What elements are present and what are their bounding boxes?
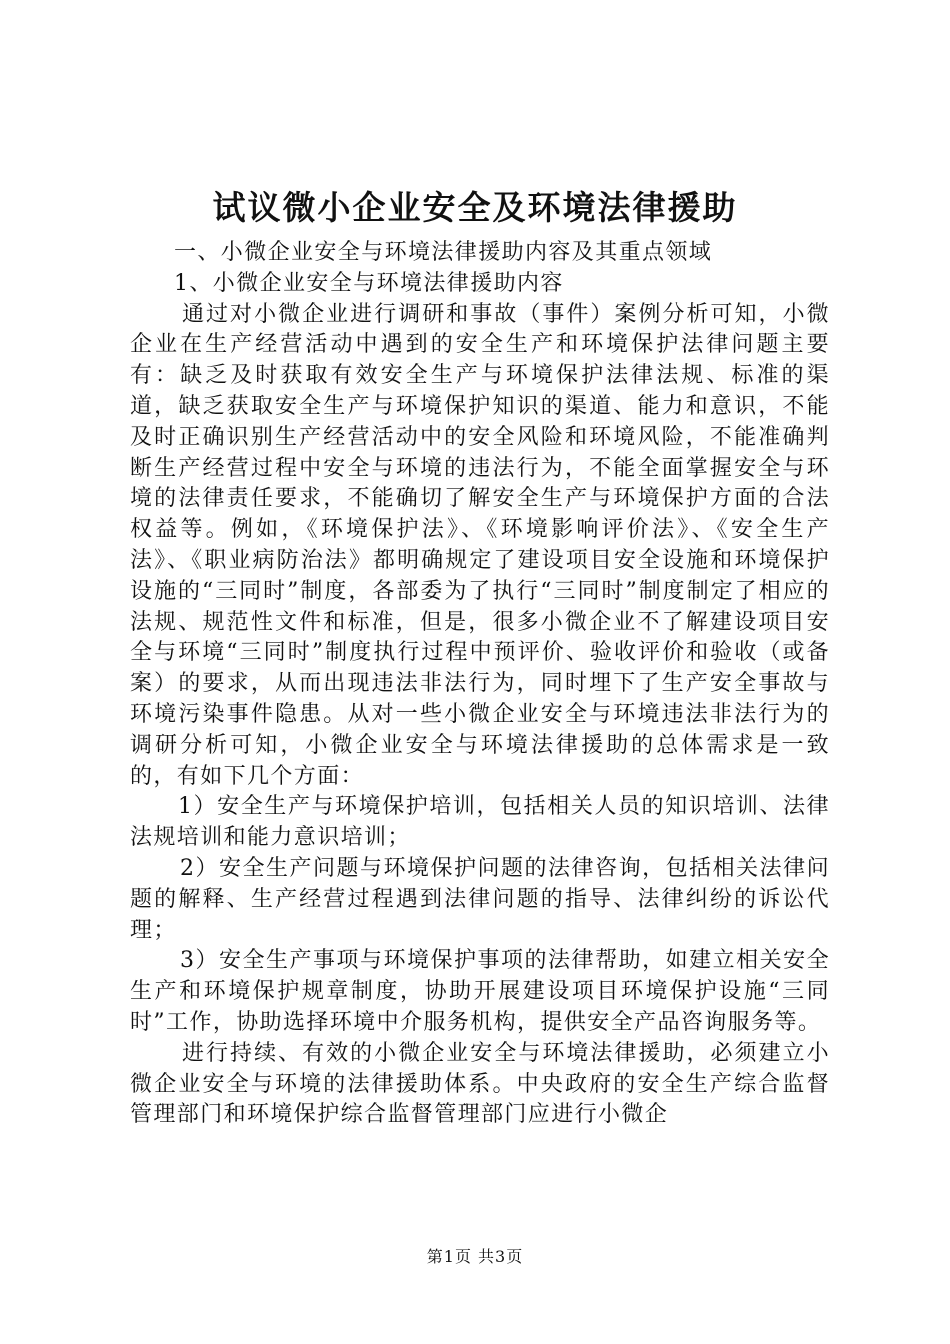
list-item: 2）安全生产问题与环境保护问题的法律咨询，包括相关法律问题的解释、生产经营过程遇到法律问题的指导、法律纠纷的诉讼代理； xyxy=(130,855,830,943)
list-item: 1）安全生产与环境保护培训，包括相关人员的知识培训、法律法规培训和能力意识培训； xyxy=(130,794,830,851)
section-heading: 一、小微企业安全与环境法律援助内容及其重点领域 xyxy=(174,240,713,265)
document-title: 试议微小企业安全及环境法律援助 xyxy=(212,188,738,227)
body-paragraph: 通过对小微企业进行调研和事故（事件）案例分析可知，小微企业在生产经营活动中遇到的安全生产和环境保护法律问题主要有：缺乏及时获取有效安全生产与环境保护法律法规、标准的渠道，缺乏获取安全生产与环境保护知识的渠道、能力和意识，不能及时正确识别生产经营活动中的安全风险和环境风险，不能准确判断生产经营过程中安全与环境的违法行为，不能全面掌握安全与环境的法律责任要求，不能确切了解安全生产与环境保护方面的合法权益等。例如，《环境保护法》、《环境影响评价法》、《安全生产法》、《职业病防治法》都明确规定了建设项目安全设施和环境保护设施的“三同时”制度，各部委为了执行“三同时”制度制定了相应的法规、规范性文件和标准，但是，很多小微企业不了解建设项目安全与环境“三同时”制度执行过程中预评价、验收评价和验收（或备案）的要求，从而出现违法非法行为，同时埋下了生产安全事故与环境污染事件隐患。从对一些小微企业安全与环境违法非法行为的调研分析可知，小微企业安全与环境法律援助的总体需求是一致的，有如下几个方面： xyxy=(130,301,830,789)
page-footer: 第1页 共3页 xyxy=(426,1247,524,1266)
list-item: 3）安全生产事项与环境保护事项的法律帮助，如建立相关安全生产和环境保护规章制度，协助开展建设项目环境保护设施“三同时”工作，协助选择环境中介服务机构，提供安全产品咨询服务等。 xyxy=(130,948,830,1035)
body-paragraph: 进行持续、有效的小微企业安全与环境法律援助，必须建立小微企业安全与环境的法律援助体系。中央政府的安全生产综合监督管理部门和环境保护综合监督管理部门应进行小微企 xyxy=(130,1040,830,1128)
subsection-heading: 1、小微企业安全与环境法律援助内容 xyxy=(174,270,564,296)
document-body xyxy=(130,238,830,1131)
